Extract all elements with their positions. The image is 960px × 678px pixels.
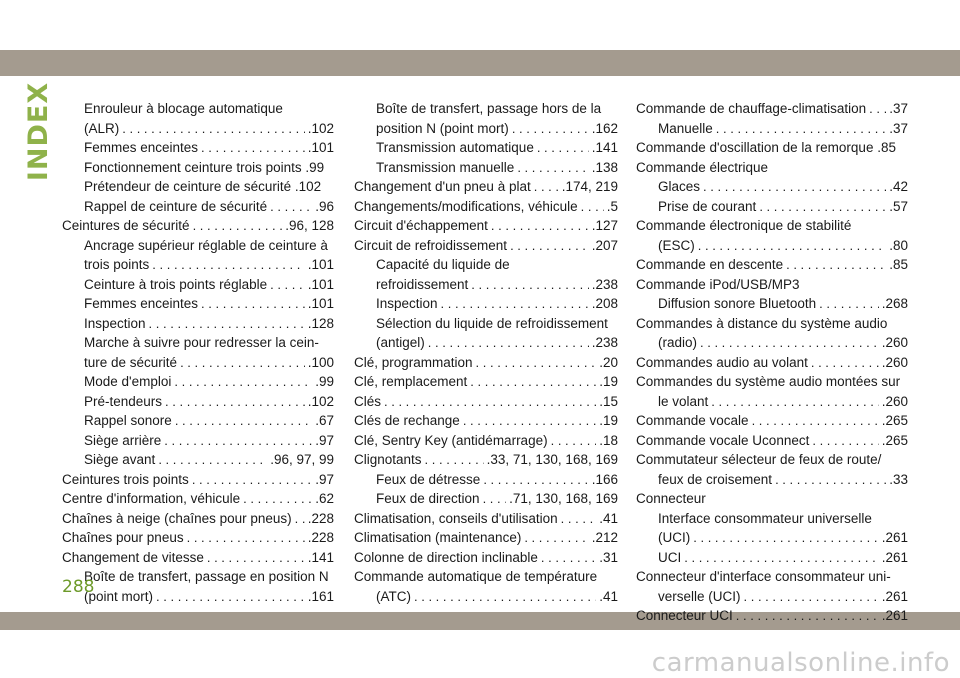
dot-leader <box>441 294 589 314</box>
index-entry-label: Rappel sonore <box>84 413 172 428</box>
index-entry-label: Fonctionnement ceinture trois points .99 <box>84 159 325 175</box>
index-entry <box>354 314 618 334</box>
index-entry <box>62 392 334 412</box>
index-entry-label: (antigel) <box>376 335 425 350</box>
index-entry <box>354 450 618 470</box>
index-entry-pages: .97 <box>315 432 334 448</box>
index-entry-label: Clés de rechange <box>354 413 460 428</box>
dot-leader <box>207 548 305 568</box>
index-entry <box>636 392 908 412</box>
dot-leader <box>693 528 878 548</box>
dot-leader <box>537 138 589 158</box>
index-entry-pages: .238 <box>591 276 618 292</box>
index-entry <box>62 275 334 295</box>
index-entry-label: Clignotants <box>354 452 422 467</box>
index-entry-label: Prétendeur de ceinture de sécurité .102 <box>84 179 322 194</box>
index-entry-label: Commandes du système audio montées sur <box>636 374 901 389</box>
index-entry <box>62 450 334 470</box>
dot-leader <box>270 275 305 295</box>
index-entry <box>354 353 618 373</box>
index-entry-label: UCI <box>658 549 682 565</box>
dot-leader <box>470 372 596 392</box>
index-entry <box>62 567 334 587</box>
index-entry <box>636 314 908 334</box>
dot-leader <box>180 353 305 373</box>
index-entry <box>62 158 334 178</box>
index-entry-label: Climatisation (maintenance) <box>354 530 522 545</box>
index-entry-label: Clé, programmation <box>354 354 473 370</box>
index-entry <box>636 372 908 392</box>
dot-leader <box>165 392 305 412</box>
index-entry-label: Commande vocale <box>636 413 749 428</box>
index-entry-pages: .138 <box>591 159 618 175</box>
index-entry <box>62 314 334 334</box>
index-entry-label: Femmes enceintes <box>84 140 199 155</box>
index-entry <box>62 587 334 607</box>
index-entry-label: Rappel de ceinture de sécurité <box>84 198 268 214</box>
dot-leader <box>541 548 596 568</box>
dot-leader <box>187 528 305 548</box>
index-entry-label: Inspection <box>84 315 146 331</box>
index-entry-pages: .260 <box>881 354 908 370</box>
index-entry-label: Commande de chauffage-climatisation <box>636 101 867 116</box>
dot-leader <box>512 119 589 139</box>
index-entry <box>354 509 618 529</box>
index-entry-pages: .96 <box>315 198 334 214</box>
index-entry <box>636 255 908 275</box>
index-entry-label: Ceintures de sécurité <box>62 218 190 233</box>
index-entry <box>62 197 334 217</box>
dot-leader <box>684 548 878 568</box>
index-entry <box>354 411 618 431</box>
dot-leader <box>744 587 879 607</box>
index-entry <box>62 353 334 373</box>
index-entry <box>354 392 618 412</box>
index-entry <box>354 489 618 509</box>
index-entry-pages: .102 <box>307 120 334 136</box>
index-entry <box>62 294 334 314</box>
index-entry <box>354 197 618 217</box>
index-entry-label: Commande en descente <box>636 257 784 272</box>
index-entry-pages: .85 <box>889 257 908 272</box>
index-entry-label: Inspection <box>376 296 438 311</box>
index-entry-pages: .260 <box>881 393 908 409</box>
index-entry <box>636 548 908 568</box>
index-entry-label: Chaînes pour pneus <box>62 530 184 545</box>
index-entry-pages: .57 <box>889 198 908 214</box>
dot-leader <box>428 333 589 353</box>
index-entry-pages: .268 <box>881 296 908 311</box>
index-entry-pages: .265 <box>881 413 908 428</box>
index-entry-label: Circuit d'échappement <box>354 218 488 233</box>
index-entry-label: Commande iPod/USB/MP3 <box>636 276 800 292</box>
dot-leader <box>510 236 589 256</box>
index-entry-label: Commandes audio au volant <box>636 354 808 370</box>
index-entry-label: (radio) <box>658 335 698 350</box>
index-entry <box>62 138 334 158</box>
index-entry-label: Diffusion sonore Bluetooth <box>658 296 817 311</box>
index-entry-label: Clé, remplacement <box>354 374 468 389</box>
index-entry <box>636 236 908 256</box>
index-entry-pages: .102 <box>307 393 334 409</box>
index-entry-pages: .261 <box>881 549 908 565</box>
index-entry-pages: .41 <box>599 588 618 604</box>
dot-leader <box>711 392 878 412</box>
index-entry-label: Chaînes à neige (chaînes pour pneus) <box>62 510 292 526</box>
dot-leader <box>201 294 305 314</box>
index-entry-pages: .96, 128 <box>285 218 334 233</box>
dot-leader <box>534 177 559 197</box>
index-entry-pages: .141 <box>307 549 334 565</box>
index-entry-label: Commande électrique <box>636 159 769 175</box>
index-entry-label: refroidissement <box>376 276 469 292</box>
index-entry-pages: .228 <box>307 530 334 545</box>
index-entry-pages: .67 <box>315 413 334 428</box>
index-entry <box>636 119 908 139</box>
dot-leader <box>491 216 589 236</box>
dot-leader <box>700 333 879 353</box>
index-entry <box>636 177 908 197</box>
index-entry-pages: .33 <box>889 471 908 487</box>
index-entry <box>354 236 618 256</box>
dot-leader <box>122 119 304 139</box>
index-entry-label: Ceinture à trois points réglable <box>84 276 268 292</box>
dot-leader <box>811 353 879 373</box>
index-entry <box>62 255 334 275</box>
index-entry <box>636 470 908 490</box>
index-entry-label: Pré-tendeurs <box>84 393 163 409</box>
index-entry <box>636 450 908 470</box>
index-entry <box>636 158 908 178</box>
index-column-1 <box>62 99 334 606</box>
index-entry-label: Enrouleur à blocage automatique <box>84 101 283 116</box>
index-entry <box>62 548 334 568</box>
index-entry-label: Boîte de transfert, passage en position N <box>84 569 329 584</box>
dot-leader <box>551 431 597 451</box>
index-entry-pages: .80 <box>889 237 908 253</box>
dot-leader <box>384 392 596 412</box>
dot-leader <box>476 353 597 373</box>
index-entry-pages: .166 <box>591 471 618 487</box>
index-entry <box>354 255 618 275</box>
index-entry-pages: .97 <box>315 471 334 487</box>
index-entry <box>62 236 334 256</box>
index-entry <box>354 372 618 392</box>
index-entry-label: Circuit de refroidissement <box>354 237 508 253</box>
index-entry-pages: .20 <box>599 354 618 370</box>
index-entry-label: (UCI) <box>658 530 691 545</box>
index-entry-label: Interface consommateur universelle <box>658 510 872 526</box>
dot-leader <box>158 450 267 470</box>
index-entry-label: Commandes à distance du système audio <box>636 315 888 331</box>
index-entry-pages: .37 <box>889 120 908 136</box>
index-entry-label: (ALR) <box>84 120 120 136</box>
dot-leader <box>193 216 283 236</box>
index-entry-label: Feux de direction <box>376 491 480 506</box>
index-entry-label: Ancrage supérieur réglable de ceinture à <box>84 237 328 253</box>
index-entry-pages: .101 <box>307 296 334 311</box>
index-side-tab-label: INDEX <box>23 81 55 181</box>
dot-leader <box>752 411 879 431</box>
dot-leader <box>152 255 304 275</box>
index-entry-label: Mode d'emploi <box>84 374 172 389</box>
index-entry-label: Boîte de transfert, passage hors de la <box>376 101 602 116</box>
dot-leader <box>703 177 886 197</box>
index-entry-label: Sélection du liquide de refroidissement <box>376 315 608 331</box>
index-entry <box>636 353 908 373</box>
index-entry-pages: .101 <box>307 257 334 272</box>
index-entry-pages: .15 <box>599 393 618 409</box>
index-entry <box>354 275 618 295</box>
index-entry-pages: .162 <box>591 120 618 136</box>
index-entry-pages: .71, 130, 168, 169 <box>509 491 618 506</box>
dot-leader <box>869 99 886 119</box>
index-entry-pages: .228 <box>307 510 334 526</box>
index-entry <box>62 333 334 353</box>
index-entry <box>636 294 908 314</box>
index-entry <box>62 411 334 431</box>
dot-leader <box>483 489 507 509</box>
dot-leader <box>463 411 596 431</box>
index-side-tab <box>22 81 56 181</box>
index-entry-pages: .96, 97, 99 <box>270 452 334 467</box>
dot-leader <box>561 509 597 529</box>
index-entry <box>636 587 908 607</box>
index-entry-pages: .37 <box>889 101 908 116</box>
index-entry <box>636 216 908 236</box>
index-entry-pages: .265 <box>881 432 908 448</box>
index-entry <box>354 431 618 451</box>
dot-leader <box>483 470 588 490</box>
index-entry-label: Feux de détresse <box>376 471 481 487</box>
index-entry <box>354 470 618 490</box>
dot-leader <box>471 275 588 295</box>
index-entry-pages: .101 <box>307 276 334 292</box>
index-entry-label: trois points <box>84 257 150 272</box>
dot-leader <box>164 431 312 451</box>
index-entry <box>636 528 908 548</box>
index-entry-label: Connecteur <box>636 491 706 506</box>
index-entry-label: Marche à suivre pour redresser la cein- <box>84 335 319 350</box>
index-entry <box>354 567 618 587</box>
index-entry-pages: .99 <box>315 374 334 389</box>
index-entry <box>62 470 334 490</box>
index-entry <box>354 528 618 548</box>
index-entry <box>636 99 908 119</box>
index-entry-label: le volant <box>658 393 709 409</box>
index-entry-label: Changement d'un pneu à plat <box>354 179 531 194</box>
index-entry-label: Manuelle <box>658 120 713 136</box>
index-entry-label: Transmission manuelle <box>376 159 515 175</box>
index-entry-label: Climatisation, conseils d'utilisation <box>354 510 558 526</box>
index-entry <box>354 177 618 197</box>
dot-leader <box>192 470 312 490</box>
dot-leader <box>175 411 312 431</box>
index-entry <box>62 216 334 236</box>
dot-leader <box>819 294 879 314</box>
index-entry <box>636 509 908 529</box>
index-entry <box>636 489 908 509</box>
dot-leader <box>581 197 604 217</box>
index-entry <box>62 528 334 548</box>
index-entry-pages: .238 <box>591 335 618 350</box>
index-entry <box>636 606 908 626</box>
dot-leader <box>425 450 484 470</box>
index-entry-pages: .42 <box>889 179 908 194</box>
index-entry-label: Glaces <box>658 179 701 194</box>
index-entry <box>62 509 334 529</box>
index-entry <box>62 489 334 509</box>
index-entry <box>636 567 908 587</box>
index-entry <box>354 119 618 139</box>
index-entry-label: Connecteur UCI <box>636 608 733 623</box>
index-entry <box>354 294 618 314</box>
dot-leader <box>812 431 878 451</box>
index-entry-label: Commande vocale Uconnect <box>636 432 810 448</box>
index-entry-label: Transmission automatique <box>376 140 534 155</box>
index-entry <box>636 275 908 295</box>
index-entry-pages: .261 <box>881 530 908 545</box>
index-entry-pages: .208 <box>591 296 618 311</box>
index-entry <box>62 99 334 119</box>
index-entry <box>354 333 618 353</box>
index-entry-label: Colonne de direction inclinable <box>354 549 538 565</box>
index-entry <box>62 119 334 139</box>
index-entry-pages: .260 <box>881 335 908 350</box>
index-entry-label: Clé, Sentry Key (antidémarrage) <box>354 432 548 448</box>
index-entry-pages: .19 <box>599 374 618 389</box>
index-entry-pages: .207 <box>591 237 618 253</box>
index-column-3 <box>636 99 908 626</box>
watermark: carmanualsonline.info <box>651 648 950 678</box>
index-entry-pages: .141 <box>591 140 618 155</box>
index-entry-label: feux de croisement <box>658 471 773 487</box>
index-entry-pages: .62 <box>315 491 334 506</box>
dot-leader <box>149 314 305 334</box>
index-entry <box>62 372 334 392</box>
index-entry-pages: .41 <box>599 510 618 526</box>
index-entry-pages: .127 <box>591 218 618 233</box>
index-entry <box>62 431 334 451</box>
index-entry <box>636 333 908 353</box>
dot-leader <box>716 119 886 139</box>
dot-leader <box>759 197 886 217</box>
index-entry <box>636 411 908 431</box>
index-entry-pages: .212 <box>591 530 618 545</box>
index-entry-pages: .174, 219 <box>561 179 618 194</box>
dot-leader <box>524 528 588 548</box>
index-entry-pages: .31 <box>599 549 618 565</box>
dot-leader <box>736 606 879 626</box>
index-entry-label: (point mort) <box>84 588 154 604</box>
index-entry-pages: .19 <box>599 413 618 428</box>
index-entry-pages: .5 <box>606 198 618 214</box>
dot-leader <box>243 489 312 509</box>
dot-leader <box>295 509 305 529</box>
index-entry-label: Commande électronique de stabilité <box>636 218 852 233</box>
index-entry-label: Changements/modifications, véhicule <box>354 198 578 214</box>
index-entry-label: Capacité du liquide de <box>376 257 510 272</box>
dot-leader <box>775 470 886 490</box>
index-entry-label: (ATC) <box>376 588 411 604</box>
index-entry-label: ture de sécurité <box>84 354 178 370</box>
index-entry-pages: .33, 71, 130, 168, 169 <box>486 452 618 467</box>
dot-leader <box>270 197 312 217</box>
index-entry-pages: .18 <box>599 432 618 448</box>
page-number: 288 <box>62 577 95 597</box>
dot-leader <box>156 587 305 607</box>
dot-leader <box>201 138 305 158</box>
index-entry <box>354 587 618 607</box>
dot-leader <box>786 255 886 275</box>
index-entry <box>354 138 618 158</box>
index-entry-label: Siège arrière <box>84 432 162 448</box>
index-entry-pages: .101 <box>307 140 334 155</box>
index-entry <box>62 177 334 197</box>
index-entry <box>354 99 618 119</box>
index-entry-label: Ceintures trois points <box>62 471 189 487</box>
index-entry-pages: .128 <box>307 315 334 331</box>
index-entry-label: Siège avant <box>84 452 156 467</box>
index-entry-label: Centre d'information, véhicule <box>62 491 241 506</box>
index-entry-pages: .100 <box>307 354 334 370</box>
index-entry <box>636 431 908 451</box>
index-entry-label: (ESC) <box>658 237 695 253</box>
header-band <box>0 50 960 76</box>
index-entry-label: Commande d'oscillation de la remorque .85 <box>636 140 896 155</box>
index-entry-pages: .161 <box>307 588 334 604</box>
index-entry-label: position N (point mort) <box>376 120 509 136</box>
index-entry-label: Commande automatique de température <box>354 569 598 584</box>
index-entry <box>354 158 618 178</box>
index-entry <box>354 548 618 568</box>
index-entry-pages: .261 <box>881 588 908 604</box>
index-column-2 <box>354 99 618 606</box>
index-entry-label: verselle (UCI) <box>658 588 741 604</box>
index-entry-label: Prise de courant <box>658 198 757 214</box>
index-entry-pages: .261 <box>881 608 908 623</box>
index-entry <box>636 197 908 217</box>
index-entry-label: Changement de vitesse <box>62 549 204 565</box>
dot-leader <box>698 236 886 256</box>
index-entry <box>354 216 618 236</box>
index-entry-label: Connecteur d'interface consommateur uni- <box>636 569 891 584</box>
index-entry-label: Clés <box>354 393 382 409</box>
index-entry <box>636 138 908 158</box>
index-entry-label: Commutateur sélecteur de feux de route/ <box>636 452 882 467</box>
dot-leader <box>174 372 312 392</box>
index-entry-label: Femmes enceintes <box>84 296 199 311</box>
dot-leader <box>414 587 596 607</box>
dot-leader <box>517 158 588 178</box>
